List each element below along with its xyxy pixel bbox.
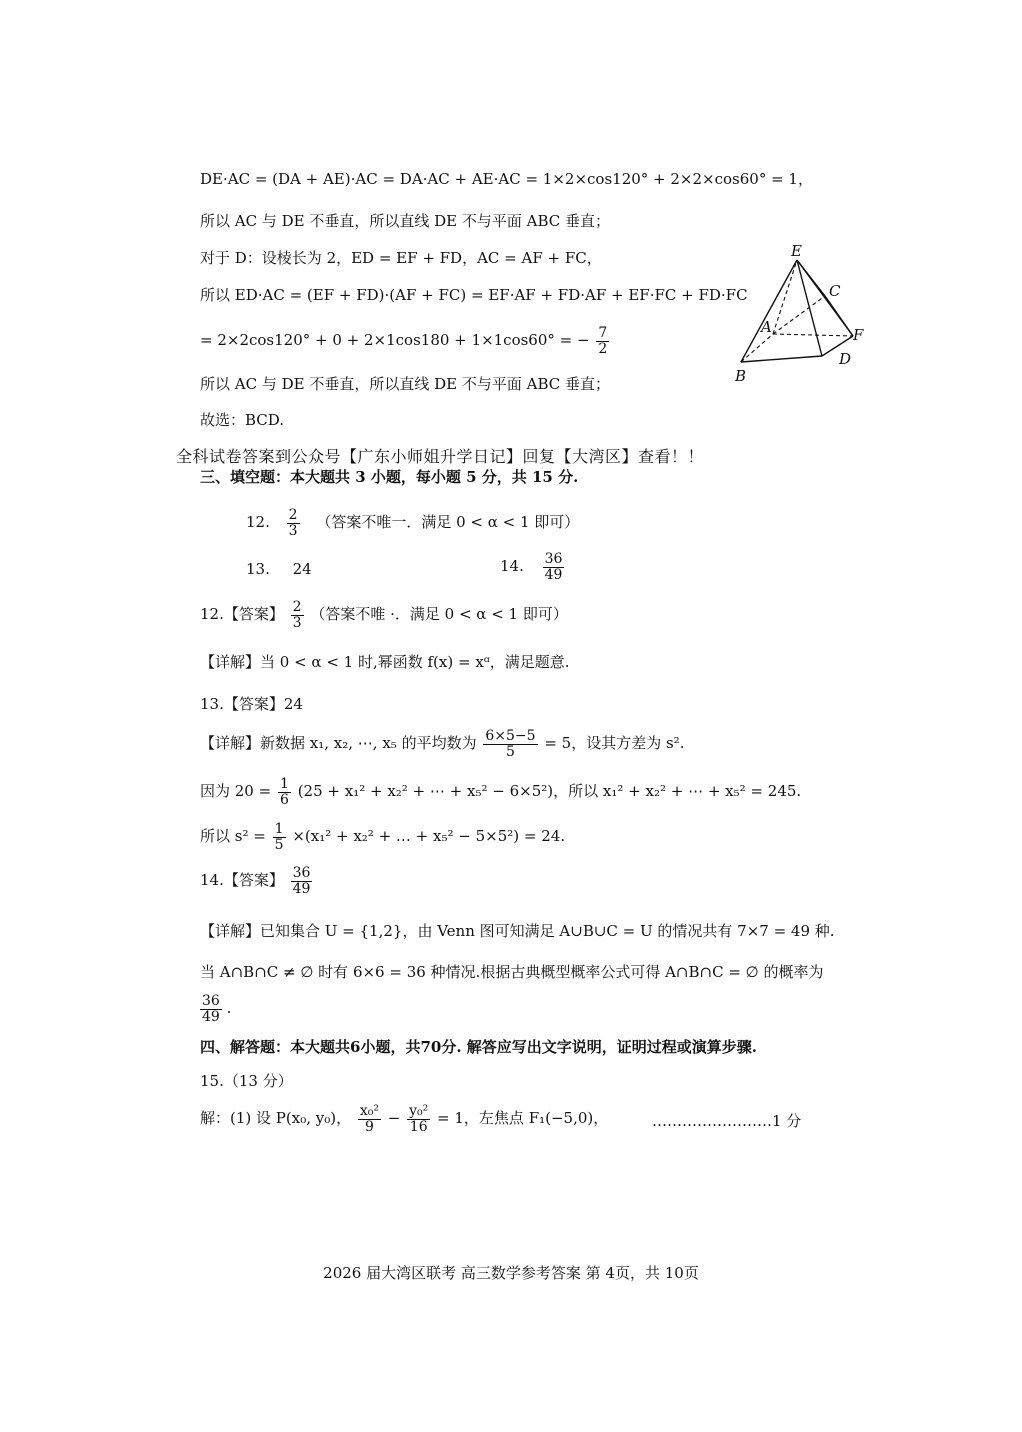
figure-label-d: D <box>839 350 852 368</box>
fraction-denominator: 2 <box>598 340 608 357</box>
solution-14-detail-3 <box>200 994 231 1024</box>
fraction-denominator: 49 <box>292 880 311 897</box>
figure-label-e: E <box>791 242 802 260</box>
score-marker: ……………………1 分 <box>652 1112 802 1130</box>
fraction-numerator: 1 <box>274 821 284 837</box>
solution-14-fraction <box>291 866 313 896</box>
derivation-line-4: 所以 ED·AC = (EF + FD)·(AF + FC) = EF·AF + FD·AF + EF·FC + FD·FC <box>200 286 748 304</box>
solution-12-fraction <box>291 600 304 630</box>
section-3-title: 三、填空题：本大题共 3 小题，每小题 5 分，共 15 分. <box>200 468 579 486</box>
section-4-title: 四、解答题：本大题共6小题，共70分. 解答应写出文字说明，证明过程或演算步骤. <box>200 1038 757 1056</box>
solution-14-detail-1: 【详解】已知集合 U = {1,2}，由 Venn 图可知满足 A∪B∪C = U 的情况共有 7×7 = 49 种. <box>200 922 835 940</box>
solution-14-label: 14.【答案】 <box>200 871 284 890</box>
text: 【详解】新数据 x₁, x₂, ⋯, x₅ 的平均数为 <box>200 734 477 753</box>
fraction-one-fifth <box>273 822 286 852</box>
answer-14-fraction <box>543 552 565 582</box>
derivation-line-1: DE·AC = (DA + AE)·AC = DA·AC + AE·AC = 1×2×cos120° + 2×2×cos60° = 1， <box>200 170 813 188</box>
fraction-denominator: 16 <box>409 1118 428 1135</box>
fraction-mean <box>483 729 537 759</box>
solution-12-label: 12.【答案】 <box>200 605 284 624</box>
text: = 5，设其方差为 s². <box>544 734 685 753</box>
text: − <box>387 1109 401 1128</box>
fraction-numerator: 2 <box>292 599 302 615</box>
fraction-numerator: 36 <box>544 551 563 567</box>
solution-13-detail-2 <box>200 777 801 807</box>
solution-12-answer <box>200 600 568 630</box>
fraction-numerator: 1 <box>279 776 289 792</box>
text: . <box>226 999 232 1018</box>
solution-13-answer: 13.【答案】24 <box>200 695 303 713</box>
solution-13-detail-3 <box>200 822 565 852</box>
fraction-36-49 <box>200 994 222 1024</box>
fraction-7-2 <box>596 326 609 356</box>
text: 所以 s² = <box>200 827 266 846</box>
fraction-numerator: 2 <box>288 507 298 523</box>
figure-label-f: F <box>853 326 864 344</box>
figure-label-b: B <box>735 367 747 385</box>
fraction-one-sixth <box>278 777 291 807</box>
answer-14-row <box>500 552 566 582</box>
fraction-denominator: 3 <box>288 522 298 539</box>
fraction-denominator: 5 <box>505 743 515 760</box>
text: = 1，左焦点 F₁(−5,0)， <box>437 1109 609 1128</box>
figure-label-a: A <box>761 318 772 336</box>
fraction-y0-squared-16 <box>407 1104 430 1134</box>
solution-12-note: （答案不唯 ·．满足 0 < α < 1 即可） <box>310 605 568 624</box>
text: (25 + x₁² + x₂² + ⋯ + x₅² − 6×5²)，所以 x₁² + x₂² + ⋯ + x₅² = 245. <box>297 782 802 801</box>
solution-12-detail: 【详解】当 0 < α < 1 时,幂函数 f(x) = xᵅ，满足题意. <box>200 653 570 671</box>
fraction-numerator: 36 <box>292 865 311 881</box>
text: 因为 20 = <box>200 782 272 801</box>
text: 解：(1) 设 P(x₀, y₀)， <box>200 1109 352 1128</box>
answer-12-row <box>246 508 579 538</box>
derivation-line-2: 所以 AC 与 DE 不垂直，所以直线 DE 不与平面 ABC 垂直； <box>200 212 611 230</box>
fraction-numerator: x₀² <box>359 1103 379 1119</box>
answer-12-note: （答案不唯一．满足 0 < α < 1 即可） <box>316 513 580 532</box>
answer-12-number: 12. <box>246 513 270 532</box>
fraction-denominator: 3 <box>292 614 302 631</box>
solution-14-detail-2: 当 A∩B∩C ≠ ∅ 时有 6×6 = 36 种情况.根据古典概型概率公式可得 A∩B∩C = ∅ 的概率为 <box>200 963 824 981</box>
answer-13-value: 24 <box>292 560 312 578</box>
answer-12-fraction <box>287 508 300 538</box>
derivation-line-5-text: = 2×2cos120° + 0 + 2×1cos180 + 1×1cos60° = − <box>200 331 590 350</box>
text: ×(x₁² + x₂² + … + x₅² − 5×5²) = 24. <box>292 827 566 846</box>
fraction-denominator: 6 <box>279 791 289 808</box>
fraction-numerator: 7 <box>598 325 608 341</box>
promo-banner: 全科试卷答案到公众号【广东小师姐升学日记】回复【大湾区】查看！！ <box>176 447 705 466</box>
derivation-line-3: 对于 D：设棱长为 2，ED = EF + FD，AC = AF + FC， <box>200 249 602 267</box>
fraction-denominator: 5 <box>274 836 284 853</box>
fraction-numerator: 6×5−5 <box>485 728 536 744</box>
page-footer: 2026 届大湾区联考 高三数学参考答案 第 4页，共 10页 <box>323 1264 699 1282</box>
fraction-numerator: 36 <box>202 993 220 1009</box>
answer-13-number: 13. <box>246 560 270 578</box>
fraction-denominator: 9 <box>364 1118 374 1135</box>
fraction-denominator: 49 <box>202 1008 220 1025</box>
pyramid-figure <box>725 238 875 388</box>
question-15-header: 15.（13 分） <box>200 1072 293 1090</box>
figure-label-c: C <box>829 282 841 300</box>
answer-14-number: 14. <box>500 557 524 576</box>
derivation-line-7: 故选：BCD. <box>200 411 285 429</box>
answer-13-row <box>246 562 312 577</box>
derivation-line-5 <box>200 326 611 356</box>
solution-14-answer <box>200 866 314 896</box>
derivation-line-6: 所以 AC 与 DE 不垂直，所以直线 DE 不与平面 ABC 垂直； <box>200 375 611 393</box>
question-15-solution-line <box>200 1104 608 1134</box>
fraction-numerator: y₀² <box>409 1103 429 1119</box>
solution-13-detail-1 <box>200 729 684 759</box>
fraction-x0-squared-9 <box>358 1104 381 1134</box>
fraction-denominator: 49 <box>544 566 563 583</box>
